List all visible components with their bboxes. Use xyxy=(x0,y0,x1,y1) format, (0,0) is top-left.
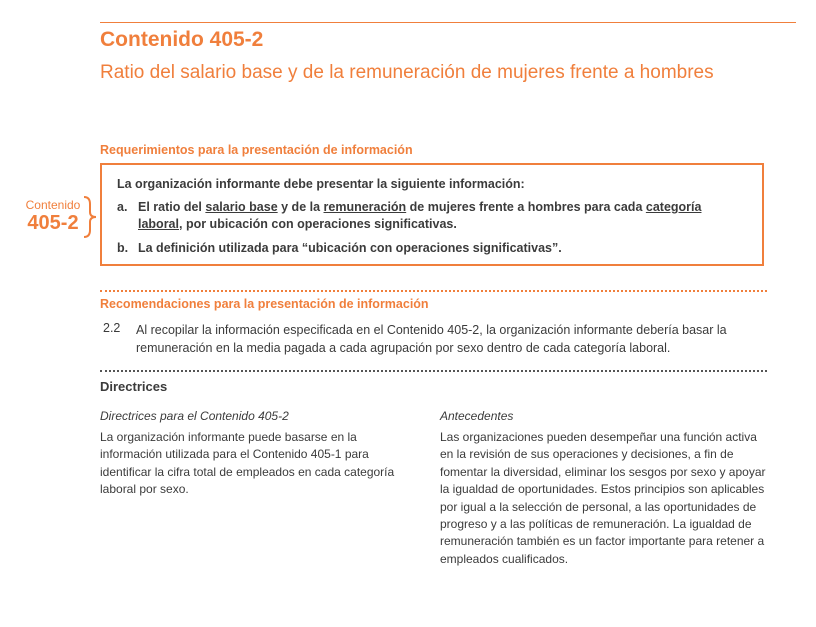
text-segment: , por ubicación con operaciones significativas. xyxy=(179,217,457,231)
requirement-label: b. xyxy=(117,241,129,255)
glossary-link-remuneracion[interactable]: remuneración xyxy=(323,200,407,214)
recommendation-number: 2.2 xyxy=(103,321,121,335)
requirement-text xyxy=(138,199,748,233)
guidance-right-title: Antecedentes xyxy=(440,409,514,423)
guidance-right-text: Las organizaciones pueden desempeñar una función activa en la revisión de sus operaciones y decisiones, a fin de fomentar la diversidad, eliminar los sesgos por sexo y apoyar la igualdad de oportunidades. Estos principios son aplicables por igual a la selección de personal, a las oportunidades de progreso y a las políticas de remuneración. La igualdad de remuneración también es un factor importante para retener a empleados cualificados. xyxy=(440,430,766,566)
section-divider xyxy=(100,370,767,372)
page-title: Contenido 405-2 xyxy=(100,28,264,51)
page-subtitle: Ratio del salario base y de la remuneración de mujeres frente a hombres xyxy=(100,62,714,83)
requirements-intro: La organización informante debe presentar la siguiente información: xyxy=(117,177,525,191)
side-label-big: 405-2 xyxy=(27,212,79,234)
disclosure-side-label xyxy=(22,198,84,234)
recommendation-text: Al recopilar la información especificada en el Contenido 405-2, la organización informante debería basar la remuneración en la media pagada a cada agrupación por sexo dentro de cada categoría laboral. xyxy=(136,323,727,355)
section-divider xyxy=(100,290,767,292)
guidance-heading: Directrices xyxy=(100,379,168,394)
side-label-small: Contenido xyxy=(25,198,81,212)
brace-icon xyxy=(82,196,98,238)
text-segment: y de la xyxy=(277,200,324,214)
recommendations-heading: Recomendaciones para la presentación de información xyxy=(100,297,429,311)
requirement-label: a. xyxy=(117,200,128,214)
glossary-link-salario-base[interactable]: salario base xyxy=(205,200,278,214)
text-segment: El ratio del xyxy=(138,200,206,214)
guidance-left-text: La organización informante puede basarse en la información utilizada para el Contenido 405-1 para identificar la cifra total de empleados en cada categoría laboral por sexo. xyxy=(100,430,395,497)
text-segment: de mujeres frente a hombres para cada xyxy=(406,200,646,214)
guidance-left-title: Directrices para el Contenido 405-2 xyxy=(100,409,289,423)
requirements-heading: Requerimientos para la presentación de información xyxy=(100,143,413,157)
requirement-text: La definición utilizada para “ubicación con operaciones significativas”. xyxy=(138,241,562,255)
top-rule xyxy=(100,22,796,23)
glossary-link-categoria-laboral[interactable]: categoría laboral xyxy=(138,200,702,231)
